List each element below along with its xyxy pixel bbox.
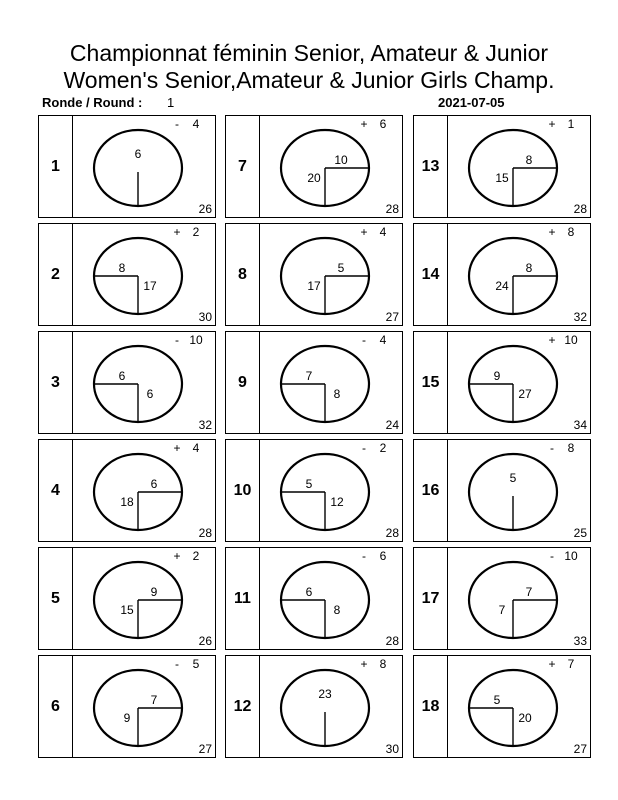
hole-total: 32 [198, 418, 212, 432]
hole-total: 25 [573, 526, 587, 540]
adjustment-sign: + [360, 657, 368, 671]
green-diagram [226, 332, 401, 432]
adjustment-value: 2 [192, 225, 200, 239]
adjustment-sign: + [548, 225, 556, 239]
green-diagram [414, 656, 589, 756]
pin-depth: 23 [318, 687, 332, 701]
adjustment-sign: + [173, 441, 181, 455]
adjustment-value: 4 [192, 117, 200, 131]
adjustment-sign: - [550, 549, 554, 563]
hole-total: 30 [385, 742, 399, 756]
adjustment-value: 7 [567, 657, 575, 671]
hole-card-18 [413, 655, 591, 758]
green-diagram [226, 116, 401, 216]
pin-side: 17 [143, 279, 157, 293]
hole-number: 15 [421, 373, 440, 391]
hole-number: 6 [51, 697, 60, 715]
date: 2021-07-05 [438, 95, 505, 110]
hole-total: 26 [198, 634, 212, 648]
green-diagram [414, 440, 589, 540]
pin-depth: 9 [493, 369, 501, 383]
hole-card-14 [413, 223, 591, 326]
hole-number: 1 [51, 157, 60, 175]
hole-card-6 [38, 655, 216, 758]
green-diagram [226, 656, 401, 756]
pin-depth: 5 [493, 693, 501, 707]
hole-total: 28 [198, 526, 212, 540]
adjustment-sign: + [173, 225, 181, 239]
hole-total: 27 [573, 742, 587, 756]
adjustment-value: 10 [564, 333, 578, 347]
hole-total: 27 [385, 310, 399, 324]
hole-total: 33 [573, 634, 587, 648]
round-label: Ronde / Round : [42, 95, 143, 110]
hole-number: 4 [51, 481, 60, 499]
hole-card-5 [38, 547, 216, 650]
adjustment-value: 10 [564, 549, 578, 563]
hole-total: 28 [385, 526, 399, 540]
pin-side: 7 [498, 603, 506, 617]
pin-depth: 8 [118, 261, 126, 275]
adjustment-value: 2 [379, 441, 387, 455]
hole-card-11 [225, 547, 403, 650]
adjustment-sign: + [360, 117, 368, 131]
adjustment-sign: + [548, 333, 556, 347]
adjustment-value: 4 [379, 225, 387, 239]
hole-number: 17 [421, 589, 440, 607]
adjustment-sign: + [548, 117, 556, 131]
hole-number: 5 [51, 589, 60, 607]
pin-depth: 7 [305, 369, 313, 383]
pin-depth: 8 [525, 261, 533, 275]
green-diagram [39, 224, 214, 324]
pin-depth: 10 [334, 153, 348, 167]
adjustment-value: 4 [192, 441, 200, 455]
green-diagram [226, 440, 401, 540]
hole-card-15 [413, 331, 591, 434]
adjustment-sign: - [362, 549, 366, 563]
hole-card-2 [38, 223, 216, 326]
adjustment-value: 8 [567, 441, 575, 455]
green-diagram [414, 224, 589, 324]
pin-depth: 5 [509, 471, 517, 485]
hole-number: 3 [51, 373, 60, 391]
green-diagram [39, 332, 214, 432]
hole-card-3 [38, 331, 216, 434]
pin-side: 12 [330, 495, 344, 509]
adjustment-sign: - [175, 657, 179, 671]
adjustment-sign: + [548, 657, 556, 671]
pin-side: 9 [123, 711, 131, 725]
green-diagram [414, 332, 589, 432]
adjustment-sign: + [360, 225, 368, 239]
green-diagram [414, 116, 589, 216]
hole-number: 10 [233, 481, 252, 499]
adjustment-value: 2 [192, 549, 200, 563]
hole-card-4 [38, 439, 216, 542]
hole-total: 28 [385, 202, 399, 216]
adjustment-value: 8 [567, 225, 575, 239]
pin-side: 18 [120, 495, 134, 509]
adjustment-value: 5 [192, 657, 200, 671]
pin-depth: 8 [525, 153, 533, 167]
pin-side: 6 [146, 387, 154, 401]
pin-side: 20 [518, 711, 532, 725]
pin-depth: 7 [150, 693, 158, 707]
adjustment-value: 6 [379, 117, 387, 131]
title-french: Championnat féminin Senior, Amateur & Junior [69, 40, 549, 66]
hole-number: 11 [234, 589, 251, 607]
round-value: 1 [167, 95, 175, 110]
hole-card-12 [225, 655, 403, 758]
adjustment-sign: - [550, 441, 554, 455]
hole-card-13 [413, 115, 591, 218]
green-diagram [414, 548, 589, 648]
title-english: Women's Senior,Amateur & Junior Girls Champ. [63, 67, 555, 93]
hole-total: 32 [573, 310, 587, 324]
pin-side: 8 [333, 387, 341, 401]
hole-number: 16 [421, 481, 440, 499]
hole-number: 18 [421, 697, 440, 715]
hole-number: 2 [51, 265, 60, 283]
hole-number: 12 [233, 697, 252, 715]
adjustment-value: 6 [379, 549, 387, 563]
adjustment-sign: - [362, 333, 366, 347]
pin-depth: 6 [150, 477, 158, 491]
pin-depth: 7 [525, 585, 533, 599]
hole-card-9 [225, 331, 403, 434]
hole-total: 30 [198, 310, 212, 324]
hole-card-17 [413, 547, 591, 650]
hole-total: 28 [385, 634, 399, 648]
adjustment-sign: - [175, 333, 179, 347]
pin-side: 17 [307, 279, 321, 293]
green-diagram [226, 224, 401, 324]
green-diagram [226, 548, 401, 648]
pin-side: 8 [333, 603, 341, 617]
hole-card-8 [225, 223, 403, 326]
hole-number: 14 [421, 265, 440, 283]
hole-card-16 [413, 439, 591, 542]
pin-side: 15 [495, 171, 509, 185]
pin-depth: 6 [134, 147, 142, 161]
hole-card-10 [225, 439, 403, 542]
hole-total: 26 [198, 202, 212, 216]
hole-total: 27 [198, 742, 212, 756]
adjustment-sign: - [362, 441, 366, 455]
pin-side: 27 [518, 387, 532, 401]
pin-depth: 5 [305, 477, 313, 491]
adjustment-value: 4 [379, 333, 387, 347]
pin-depth: 6 [305, 585, 313, 599]
adjustment-value: 8 [379, 657, 387, 671]
adjustment-value: 1 [567, 117, 575, 131]
green-diagram [39, 440, 214, 540]
green-diagram [39, 116, 214, 216]
pin-side: 20 [307, 171, 321, 185]
hole-total: 28 [573, 202, 587, 216]
hole-total: 24 [385, 418, 399, 432]
hole-number: 9 [238, 373, 247, 391]
green-diagram [39, 548, 214, 648]
pin-side: 15 [120, 603, 134, 617]
pin-side: 24 [495, 279, 509, 293]
pin-depth: 6 [118, 369, 126, 383]
adjustment-value: 10 [189, 333, 203, 347]
hole-total: 34 [573, 418, 587, 432]
hole-card-7 [225, 115, 403, 218]
pin-depth: 9 [150, 585, 158, 599]
hole-number: 8 [238, 265, 247, 283]
pin-depth: 5 [337, 261, 345, 275]
hole-card-1 [38, 115, 216, 218]
adjustment-sign: - [175, 117, 179, 131]
hole-number: 13 [421, 157, 440, 175]
adjustment-sign: + [173, 549, 181, 563]
hole-number: 7 [238, 157, 247, 175]
green-diagram [39, 656, 214, 756]
